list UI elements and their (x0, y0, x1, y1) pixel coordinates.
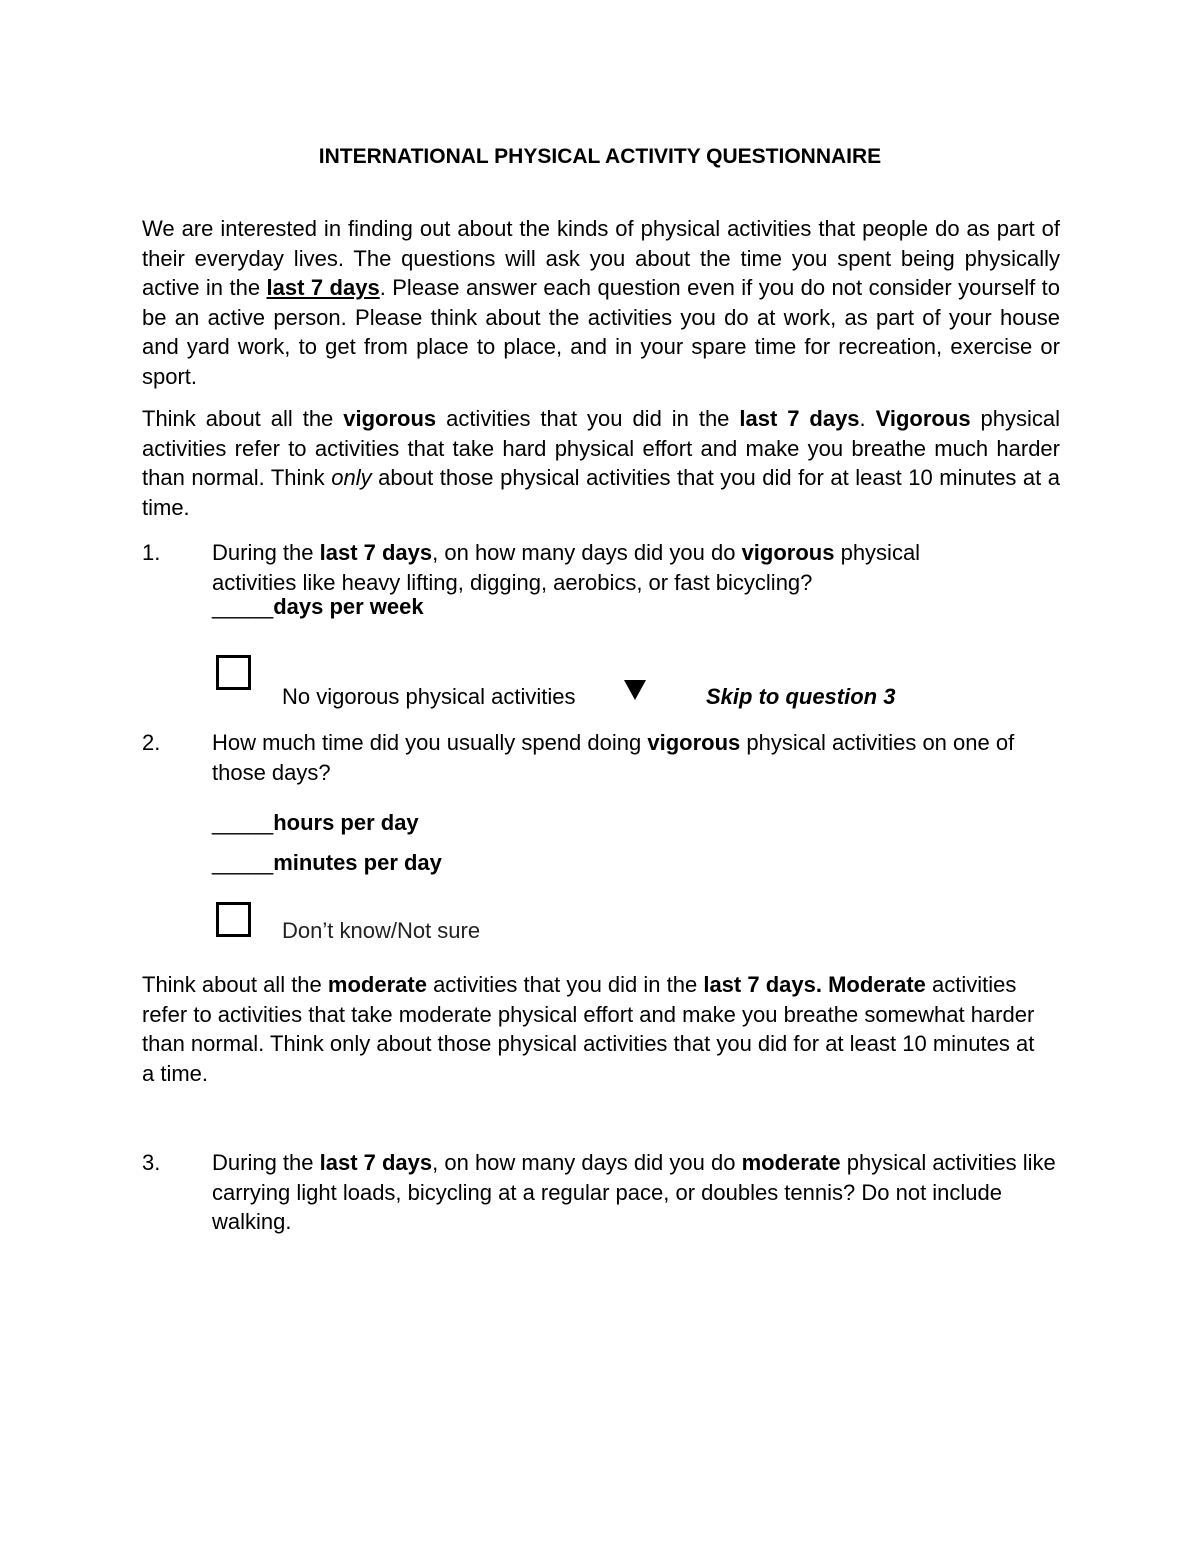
question-1-number: 1. (142, 540, 161, 565)
page-title: INTERNATIONAL PHYSICAL ACTIVITY QUESTIONNAIRE (318, 145, 882, 168)
skip-instruction: Skip to question 3 (706, 684, 896, 709)
question-2-number: 2. (142, 730, 161, 755)
question-2-text: How much time did you usually spend doing vigorous physical activities on one of those days? (212, 730, 1015, 785)
skip-arrow-icon (624, 680, 646, 700)
intro-paragraph: We are interested in finding out about the kinds of physical activities that people do as part of their everyday lives. The questions will ask you about the time you spent being physically active in the last 7 days. Please answer each question even if you do not consider yourself to be an active person. Please think about the activities you do at work, as part of your house and yard work, to get from place to place, and in your spare time for recreation, exercise or sport. (142, 216, 1061, 389)
moderate-intro-paragraph: Think about all the moderate activities that you did in the last 7 days. Moderate activities refer to activities that take moderate physical effort and make you breathe somewhat harder than normal. Think only about those physical activities that you did for at least 10 minutes at a time. (142, 972, 1035, 1086)
dont-know-label: Don’t know/Not sure (282, 918, 481, 943)
last-7-days-emphasis: last 7 days (266, 275, 380, 300)
no-vigorous-checkbox[interactable] (216, 655, 251, 690)
dont-know-checkbox[interactable] (216, 902, 251, 937)
question-1-text: During the last 7 days, on how many days did you do vigorous physical activities like heavy lifting, digging, aerobics, or fast bicycling? (212, 540, 921, 595)
question-3-number: 3. (142, 1150, 161, 1175)
no-vigorous-label: No vigorous physical activities (282, 684, 576, 709)
question-3-text: During the last 7 days, on how many days did you do moderate physical activities like carrying light loads, bicycling at a regular pace, or doubles tennis? Do not include walking. (212, 1150, 1056, 1234)
hours-per-day-field[interactable]: _____hours per day (212, 810, 419, 835)
minutes-per-day-field[interactable]: _____minutes per day (212, 850, 442, 875)
vigorous-intro-paragraph: Think about all the vigorous activities that you did in the last 7 days. Vigorous physical activities refer to activities that take hard physical effort and make you breathe much harder than normal. Think only about those physical activities that you did for at least 10 minutes at a time. (142, 406, 1060, 520)
days-per-week-field[interactable]: _____days per week (212, 594, 424, 619)
